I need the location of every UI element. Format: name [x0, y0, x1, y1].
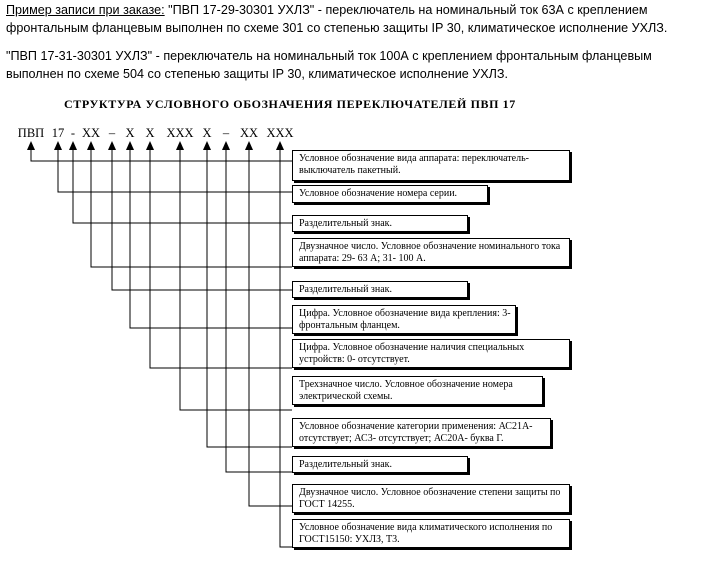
- designation-separator: Разделительный знак.: [292, 281, 468, 298]
- connector-line: [73, 146, 292, 223]
- arrow-head: [87, 141, 95, 150]
- designation-separator: Разделительный знак.: [292, 456, 468, 473]
- connector-line: [91, 146, 292, 267]
- arrow-head: [245, 141, 253, 150]
- code-part-protection: XX: [239, 126, 259, 140]
- arrow-head: [108, 141, 116, 150]
- diagram-title: СТРУКТУРА УСЛОВНОГО ОБОЗНАЧЕНИЯ ПЕРЕКЛЮЧАТЕЛЕЙ ПВП 17: [64, 97, 516, 111]
- code-part-climate: XXX: [266, 126, 294, 140]
- connector-line: [280, 146, 292, 547]
- arrow-head: [176, 141, 184, 150]
- designation-protection-degree: Двузначное число. Условное обозначение степени защиты по ГОСТ 14255.: [292, 484, 570, 513]
- designation-series-number: Условное обозначение номера серии.: [292, 185, 488, 203]
- code-part-series: 17: [51, 126, 65, 140]
- connector-line: [58, 146, 292, 192]
- designation-mounting-type: Цифра. Условное обозначение вида крепления: 3- фронтальным фланцем.: [292, 305, 516, 334]
- designation-usage-category: Условное обозначение категории применения: АС21А- отсутствует; АС3- отсутствует; АС20А- буква Г.: [292, 418, 551, 447]
- code-part-category: X: [202, 126, 212, 140]
- code-part-separator: –: [222, 126, 230, 140]
- order-example-line-3: "ПВП 17-31-30301 УХЛЗ" - переключатель на номинальный ток 100А с креплением фронтальным фланцевым: [6, 49, 652, 63]
- code-part-mounting: X: [125, 126, 135, 140]
- code-part-devices: X: [145, 126, 155, 140]
- designation-rated-current: Двузначное число. Условное обозначение номинального тока аппарата: 29- 63 А; 31- 100 А.: [292, 238, 570, 267]
- arrow-head: [69, 141, 77, 150]
- designation-circuit-scheme: Трехзначное число. Условное обозначение номера электрической схемы.: [292, 376, 543, 405]
- arrow-head: [27, 141, 35, 150]
- code-part-separator: -: [70, 126, 76, 140]
- order-example-label: Пример записи при заказе:: [6, 3, 165, 17]
- order-example-line-4: выполнен по схеме 504 со степенью защиты IP 30, климатическое исполнение УХЛЗ.: [6, 67, 509, 81]
- designation-special-devices: Цифра. Условное обозначение наличия специальных устройств: 0- отсутствует.: [292, 339, 570, 368]
- arrow-head: [276, 141, 284, 150]
- code-part-separator: –: [108, 126, 116, 140]
- arrow-head: [146, 141, 154, 150]
- code-part-pvp: ПВП: [17, 126, 45, 140]
- arrow-head: [54, 141, 62, 150]
- code-part-current: XX: [81, 126, 101, 140]
- designation-device-type: Условное обозначение вида аппарата: переключатель-выключатель пакетный.: [292, 150, 570, 181]
- connector-line: [249, 146, 292, 506]
- connector-line: [180, 146, 292, 410]
- arrow-head: [222, 141, 230, 150]
- connector-line: [226, 146, 292, 472]
- arrow-head: [203, 141, 211, 150]
- designation-separator: Разделительный знак.: [292, 215, 468, 232]
- connector-line: [150, 146, 292, 368]
- order-example-line-2: фронтальным фланцевым выполнен по схеме 301 со степенью защиты IP 30, климатическое исполнение УХЛЗ.: [6, 21, 668, 35]
- code-part-scheme: XXX: [166, 126, 194, 140]
- connector-line: [130, 146, 292, 328]
- designation-climate-version: Условное обозначение вида климатического исполнения по ГОСТ15150: УХЛЗ, Т3.: [292, 519, 570, 548]
- arrow-head: [126, 141, 134, 150]
- order-example-1-text: "ПВП 17-29-30301 УХЛЗ" - переключатель на номинальный ток 63А с креплением: [164, 3, 648, 17]
- connector-line: [112, 146, 292, 290]
